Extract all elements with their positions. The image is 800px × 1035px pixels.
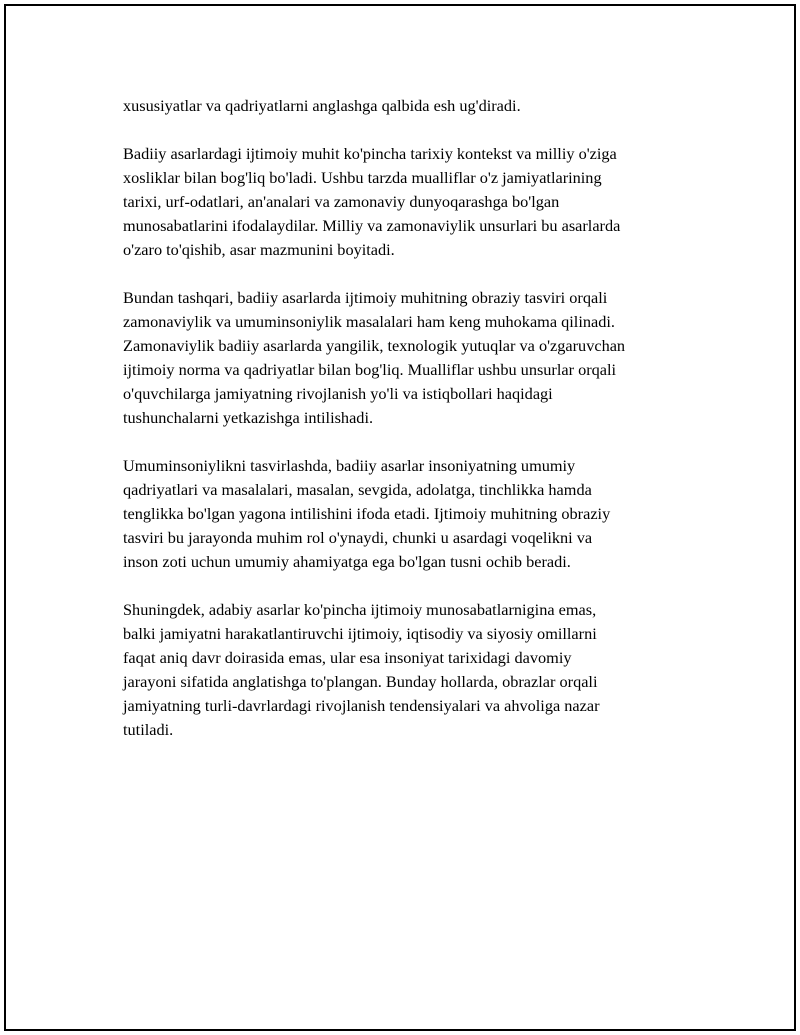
text-line: jarayoni sifatida anglatishga to'plangan. Bunday hollarda, obrazlar orqali	[123, 672, 598, 691]
paragraph	[123, 94, 703, 118]
text-line: ijtimoiy norma va qadriyatlar bilan bog'liq. Mualliflar ushbu unsurlar orqali	[123, 360, 617, 379]
text-line: Shuningdek, adabiy asarlar ko'pincha ijtimoiy munosabatlarnigina emas,	[123, 600, 597, 619]
text-line: tarixi, urf-odatlari, an'analari va zamonaviy dunyoqarashga bo'lgan	[123, 192, 560, 211]
text-line: Zamonaviylik badiiy asarlarda yangilik, texnologik yutuqlar va o'zgaruvchan	[123, 336, 626, 355]
text-line: munosabatlarini ifodalaydilar. Milliy va zamonaviylik unsurlari bu asarlarda	[123, 216, 621, 235]
paragraph	[123, 286, 703, 430]
text-line: tushunchalarni yetkazishga intilishadi.	[123, 408, 374, 427]
text-line: jamiyatning turli-davrlardagi rivojlanish tendensiyalari va ahvoliga nazar	[123, 696, 600, 715]
text-line: qadriyatlari va masalalari, masalan, sevgida, adolatga, tinchlikka hamda	[123, 480, 592, 499]
text-line: xosliklar bilan bog'liq bo'ladi. Ushbu tarzda mualliflar o'z jamiyatlarining	[123, 168, 602, 187]
text-line: Badiiy asarlardagi ijtimoiy muhit ko'pincha tarixiy kontekst va milliy o'ziga	[123, 144, 617, 163]
text-line: o'zaro to'qishib, asar mazmunini boyitadi.	[123, 240, 395, 259]
paragraph	[123, 142, 703, 262]
text-line: Umuminsoniylikni tasvirlashda, badiiy asarlar insoniyatning umumiy	[123, 456, 576, 475]
paragraph	[123, 454, 703, 574]
document-body	[123, 94, 703, 742]
text-line: faqat aniq davr doirasida emas, ular esa insoniyat tarixidagi davomiy	[123, 648, 572, 667]
paragraph	[123, 598, 703, 742]
text-line: zamonaviylik va umuminsoniylik masalalari ham keng muhokama qilinadi.	[123, 312, 615, 331]
text-line: Bundan tashqari, badiiy asarlarda ijtimoiy muhitning obraziy tasviri orqali	[123, 288, 608, 307]
text-line: o'quvchilarga jamiyatning rivojlanish yo'li va istiqbollari haqidagi	[123, 384, 553, 403]
text-line: xususiyatlar va qadriyatlarni anglashga qalbida esh ug'diradi.	[123, 96, 521, 115]
text-line: balki jamiyatni harakatlantiruvchi ijtimoiy, iqtisodiy va siyosiy omillarni	[123, 624, 597, 643]
text-line: tutiladi.	[123, 720, 174, 739]
text-line: inson zoti uchun umumiy ahamiyatga ega bo'lgan tusni ochib beradi.	[123, 552, 571, 571]
page	[4, 4, 796, 1031]
text-line: tasviri bu jarayonda muhim rol o'ynaydi, chunki u asardagi voqelikni va	[123, 528, 593, 547]
text-line: tenglikka bo'lgan yagona intilishini ifoda etadi. Ijtimoiy muhitning obraziy	[123, 504, 611, 523]
